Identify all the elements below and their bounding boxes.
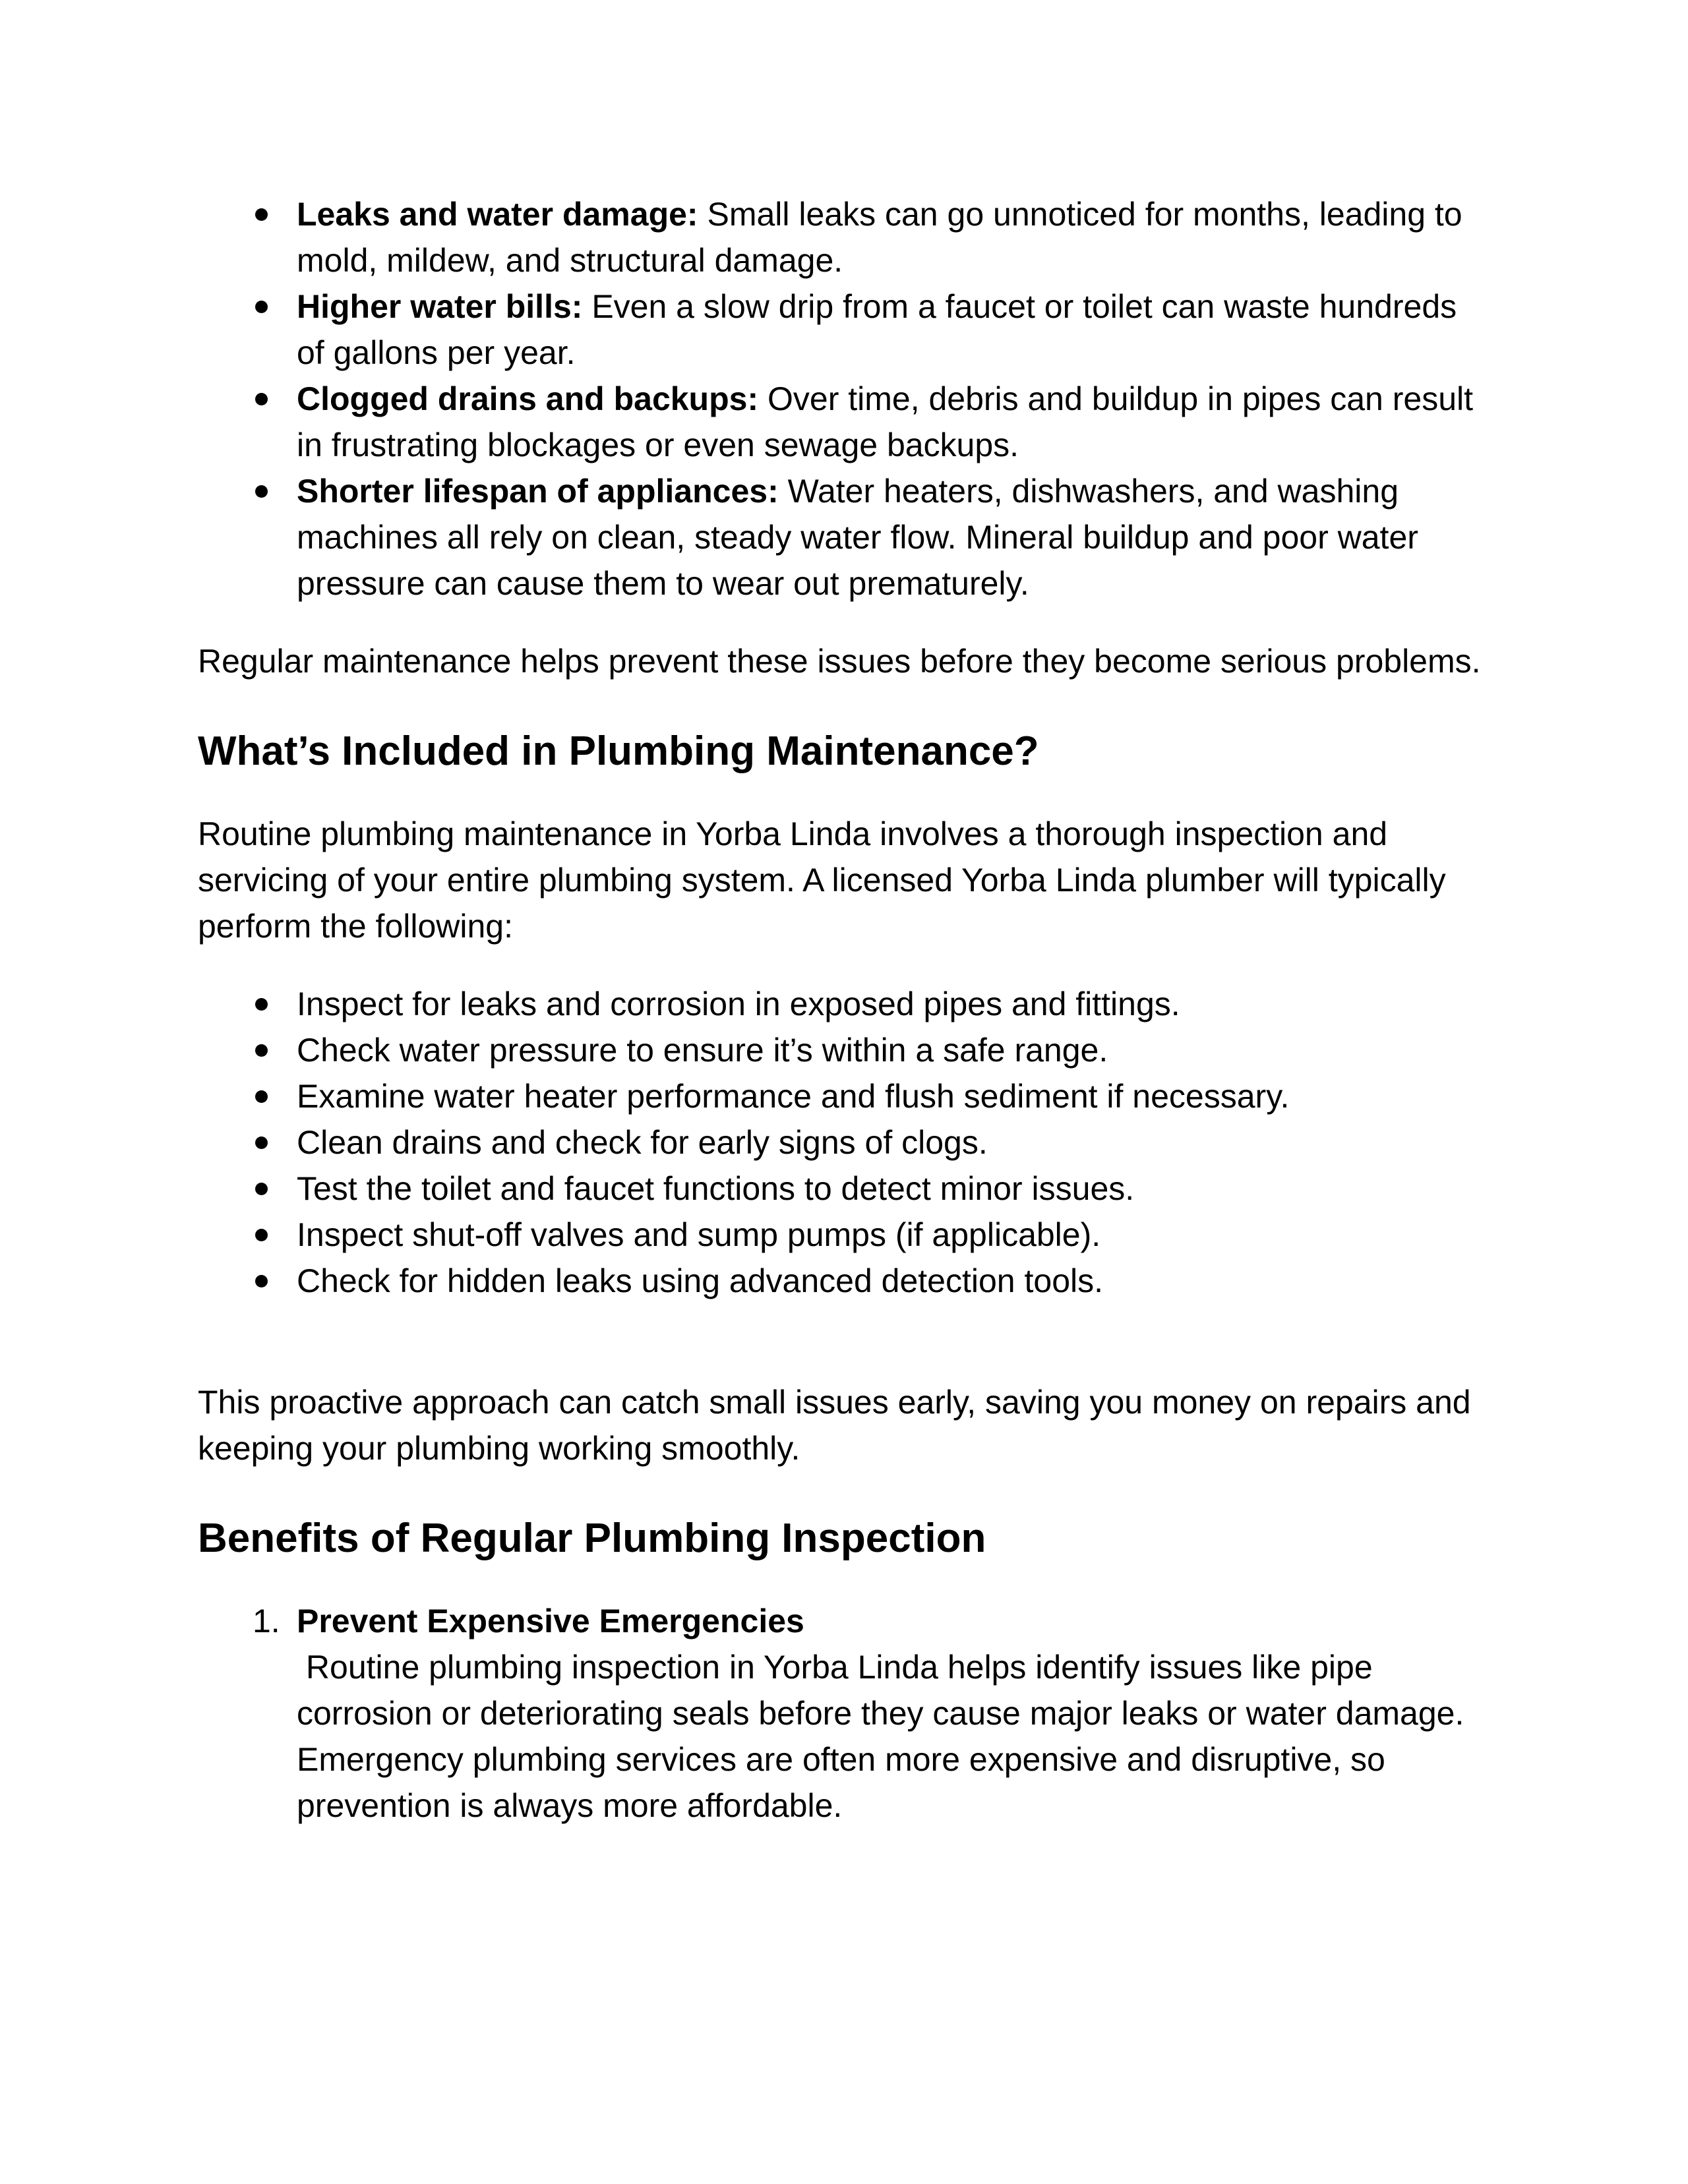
list-item-lead: Leaks and water damage: bbox=[297, 196, 698, 233]
list-item-text: Check for hidden leaks using advanced detection tools. bbox=[297, 1262, 1103, 1299]
list-item-text: Over time, debris and buildup in pipes can result in frustrating blockages or even sewage backups. bbox=[297, 380, 1474, 463]
benefits-numbered-list bbox=[198, 1598, 1490, 1829]
list-item-text: Inspect for leaks and corrosion in exposed pipes and fittings. bbox=[297, 986, 1180, 1022]
numbered-list-item bbox=[198, 1598, 1490, 1829]
bullet-icon bbox=[255, 1229, 268, 1241]
list-number: 1. bbox=[253, 1603, 280, 1639]
list-item-text: Even a slow drip from a faucet or toilet can waste hundreds of gallons per year. bbox=[297, 288, 1457, 371]
bullet-icon bbox=[255, 485, 268, 498]
list-item bbox=[198, 1027, 1490, 1073]
list-item bbox=[198, 1258, 1490, 1304]
list-item bbox=[198, 191, 1490, 283]
bullet-icon bbox=[255, 1183, 268, 1195]
list-item bbox=[198, 376, 1490, 468]
bullet-icon bbox=[255, 1275, 268, 1287]
section-heading-benefits: Benefits of Regular Plumbing Inspection bbox=[198, 1516, 986, 1561]
list-item-text: Clean drains and check for early signs of clogs. bbox=[297, 1124, 988, 1161]
list-item-text: Water heaters, dishwashers, and washing machines all rely on clean, steady water flow. Mineral buildup and poor water pressure can cause them to wear out prematurely. bbox=[297, 473, 1418, 602]
bullet-icon bbox=[255, 301, 268, 313]
list-item-lead: Shorter lifespan of appliances: bbox=[297, 473, 779, 510]
bullet-icon bbox=[255, 1044, 268, 1057]
list-item-text: Inspect shut-off valves and sump pumps (if applicable). bbox=[297, 1216, 1101, 1253]
list-item bbox=[198, 1212, 1490, 1258]
list-item-text: Small leaks can go unnoticed for months, leading to mold, mildew, and structural damage. bbox=[297, 196, 1462, 279]
list-item bbox=[198, 981, 1490, 1027]
paragraph-routine-maintenance: Routine plumbing maintenance in Yorba Linda involves a thorough inspection and servicing of your entire plumbing system. A licensed Yorba Linda plumber will typically perform the following: bbox=[198, 815, 1446, 945]
list-item bbox=[198, 283, 1490, 376]
benefit-title: Prevent Expensive Emergencies bbox=[297, 1603, 804, 1639]
bullet-icon bbox=[255, 208, 268, 221]
list-item bbox=[198, 468, 1490, 606]
list-item bbox=[198, 1073, 1490, 1119]
benefit-body: Routine plumbing inspection in Yorba Linda helps identify issues like pipe corrosion or deteriorating seals before they cause major leaks or water damage. Emergency plumbing services are often more expensive and disruptive, so prevention is always more affordable. bbox=[297, 1649, 1474, 1824]
paragraph-proactive-approach: This proactive approach can catch small issues early, saving you money on repairs and keeping your plumbing working smoothly. bbox=[198, 1384, 1471, 1467]
list-item-lead: Higher water bills: bbox=[297, 288, 583, 325]
paragraph-regular-maintenance: Regular maintenance helps prevent these issues before they become serious problems. bbox=[198, 643, 1481, 680]
list-item-text: Test the toilet and faucet functions to detect minor issues. bbox=[297, 1170, 1135, 1207]
bullet-icon bbox=[255, 1136, 268, 1149]
list-item-lead: Clogged drains and backups: bbox=[297, 380, 759, 417]
list-item bbox=[198, 1119, 1490, 1166]
section-heading-whats-included: What’s Included in Plumbing Maintenance? bbox=[198, 728, 1039, 774]
bullet-icon bbox=[255, 998, 268, 1011]
list-item-text: Check water pressure to ensure it’s within a safe range. bbox=[297, 1032, 1108, 1069]
list-item-text: Examine water heater performance and flush sediment if necessary. bbox=[297, 1078, 1290, 1115]
list-item bbox=[198, 1166, 1490, 1212]
bullet-icon bbox=[255, 1090, 268, 1103]
issues-bullet-list bbox=[198, 191, 1490, 606]
bullet-icon bbox=[255, 393, 268, 405]
tasks-bullet-list bbox=[198, 981, 1490, 1304]
